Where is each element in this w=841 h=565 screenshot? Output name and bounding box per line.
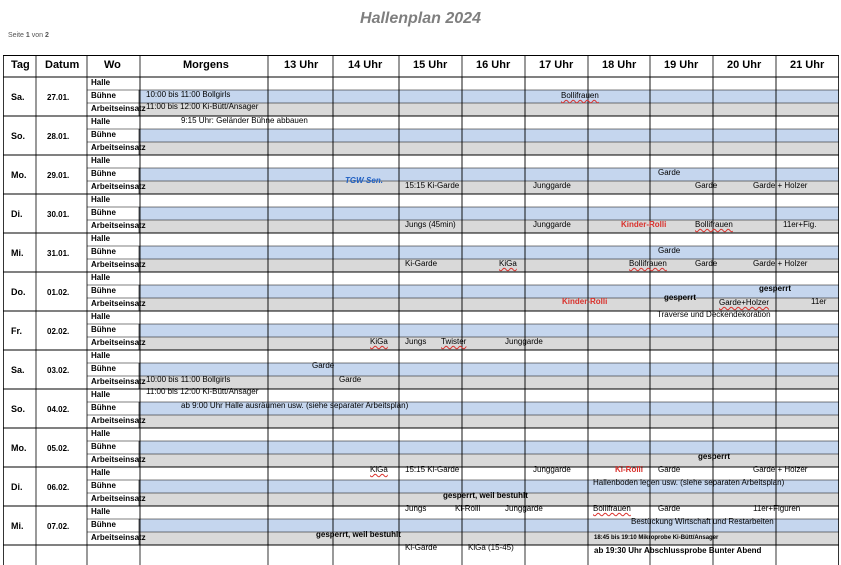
row-label-buehne: Bühne xyxy=(91,325,116,334)
row-label-buehne: Bühne xyxy=(91,91,116,100)
row-label-buehne: Bühne xyxy=(91,130,116,139)
entry: Jungs xyxy=(405,504,427,513)
day-tag: Do. xyxy=(11,287,26,297)
entry: Garde xyxy=(658,504,681,513)
entry: Garde + Holzer xyxy=(753,181,808,190)
entry: Bollifrauen xyxy=(629,259,667,268)
row-label-halle: Halle xyxy=(91,273,111,282)
day-tag: So. xyxy=(11,404,26,414)
entry: Junggarde xyxy=(533,181,571,190)
entry: Twister xyxy=(441,337,467,346)
row-label-arbeitseinsatz: Arbeitseinsatz xyxy=(91,533,146,542)
entry: Garde xyxy=(312,361,335,370)
day-datum: 30.01. xyxy=(47,210,70,219)
row-label-arbeitseinsatz: Arbeitseinsatz xyxy=(91,182,146,191)
entry: 15:15 Ki-Garde xyxy=(405,465,460,474)
entry: gesperrt, weil bestuhlt xyxy=(316,530,401,539)
entry: Ki-Rolli xyxy=(455,504,481,513)
header-datum: Datum xyxy=(45,59,80,71)
day-datum: 28.01. xyxy=(47,132,70,141)
row-label-arbeitseinsatz: Arbeitseinsatz xyxy=(91,377,146,386)
header-14: 14 Uhr xyxy=(348,59,383,71)
entry: ab 19:30 Uhr Abschlussprobe Bunter Abend xyxy=(594,546,762,555)
header-13: 13 Uhr xyxy=(284,59,319,71)
entry: gesperrt xyxy=(664,293,697,302)
row-label-halle: Halle xyxy=(91,78,111,87)
entry: 10:00 bis 11:00 Bollgirls xyxy=(146,90,231,99)
row-label-halle: Halle xyxy=(91,468,111,477)
row-label-halle: Halle xyxy=(91,312,111,321)
entry: Garde + Holzer xyxy=(753,465,808,474)
entry: 11er+Fig. xyxy=(783,220,817,229)
row-label-arbeitseinsatz: Arbeitseinsatz xyxy=(91,416,146,425)
row-label-buehne: Bühne xyxy=(91,442,116,451)
day-datum: 29.01. xyxy=(47,171,70,180)
entry: Kinder-Rolli xyxy=(621,220,667,229)
arbeit-row-fill xyxy=(139,415,839,428)
day-tag: Mo. xyxy=(11,443,27,453)
entry: Bollifrauen xyxy=(561,91,599,100)
entry: Junggarde xyxy=(533,465,571,474)
arbeit-row-fill xyxy=(139,454,839,467)
day-tag: Di. xyxy=(11,482,23,492)
row-label-arbeitseinsatz: Arbeitseinsatz xyxy=(91,299,146,308)
header-19: 19 Uhr xyxy=(664,59,699,71)
entry: Garde xyxy=(658,246,681,255)
buehne-row-fill xyxy=(139,168,839,181)
header-tag: Tag xyxy=(11,59,30,71)
day-datum: 31.01. xyxy=(47,249,70,258)
header-18: 18 Uhr xyxy=(602,59,637,71)
entry: 9:15 Uhr: Geländer Bühne abbauen xyxy=(181,116,308,125)
entry: KiGa xyxy=(370,337,388,346)
entry: 11er xyxy=(811,297,827,306)
entry: Jungs xyxy=(405,337,427,346)
day-tag: Mi. xyxy=(11,521,24,531)
buehne-row-fill xyxy=(139,246,839,259)
buehne-row-fill xyxy=(139,207,839,220)
row-label-arbeitseinsatz: Arbeitseinsatz xyxy=(91,338,146,347)
day-datum: 03.02. xyxy=(47,366,70,375)
day-datum: 27.01. xyxy=(47,93,70,102)
entry: Bollifrauen xyxy=(593,504,631,513)
entry: Ki-Rolli xyxy=(615,465,643,474)
entry: Traverse und Deckendekoration xyxy=(657,310,771,319)
entry: 10:00 bis 11:00 Bollgirls xyxy=(146,375,231,384)
header-wo: Wo xyxy=(104,59,121,71)
header-16: 16 Uhr xyxy=(476,59,511,71)
entry: 11:00 bis 12:00 Ki-Bütt/Ansager xyxy=(146,387,259,396)
header-15: 15 Uhr xyxy=(413,59,448,71)
row-label-halle: Halle xyxy=(91,117,111,126)
entry: Bollifrauen xyxy=(695,220,733,229)
row-label-arbeitseinsatz: Arbeitseinsatz xyxy=(91,494,146,503)
row-label-buehne: Bühne xyxy=(91,481,116,490)
row-label-buehne: Bühne xyxy=(91,403,116,412)
entry: ab 9:00 Uhr Halle ausräumen usw. (siehe separater Arbeitsplan) xyxy=(181,401,409,410)
buehne-row-fill xyxy=(139,363,839,376)
entry: Garde+Holzer xyxy=(719,298,770,307)
row-label-arbeitseinsatz: Arbeitseinsatz xyxy=(91,143,146,152)
row-label-buehne: Bühne xyxy=(91,208,116,217)
entry: Bestückung Wirtschaft und Restarbeiten xyxy=(631,517,774,526)
row-label-buehne: Bühne xyxy=(91,520,116,529)
day-tag: So. xyxy=(11,131,26,141)
day-datum: 06.02. xyxy=(47,483,70,492)
row-label-arbeitseinsatz: Arbeitseinsatz xyxy=(91,104,146,113)
row-label-arbeitseinsatz: Arbeitseinsatz xyxy=(91,221,146,230)
entry: Hallenboden legen usw. (siehe separaten Arbeitsplan) xyxy=(593,478,785,487)
entry: KiGa (15-45) xyxy=(468,543,514,552)
entry: gesperrt xyxy=(759,284,792,293)
entry: Jungs (45min) xyxy=(405,220,456,229)
header-21: 21 Uhr xyxy=(790,59,825,71)
row-label-arbeitseinsatz: Arbeitseinsatz xyxy=(91,455,146,464)
day-tag: Di. xyxy=(11,209,23,219)
arbeit-row-fill xyxy=(139,142,839,155)
entry: Garde xyxy=(339,375,362,384)
entry: Junggarde xyxy=(533,220,571,229)
row-label-arbeitseinsatz: Arbeitseinsatz xyxy=(91,260,146,269)
header-20: 20 Uhr xyxy=(727,59,762,71)
row-label-halle: Halle xyxy=(91,507,111,516)
arbeit-row-fill xyxy=(139,337,839,350)
row-label-buehne: Bühne xyxy=(91,169,116,178)
page-title: Hallenplan 2024 xyxy=(360,10,481,27)
entry: 18:45 bis 19:10 Mikroprobe Ki-Bütt/Ansager xyxy=(594,535,719,541)
row-label-halle: Halle xyxy=(91,234,111,243)
day-tag: Sa. xyxy=(11,92,25,102)
day-datum: 07.02. xyxy=(47,522,70,531)
row-label-halle: Halle xyxy=(91,429,111,438)
day-tag: Mi. xyxy=(11,248,24,258)
buehne-row-fill xyxy=(139,129,839,142)
arbeit-row-fill xyxy=(139,181,839,194)
row-label-buehne: Bühne xyxy=(91,286,116,295)
row-label-halle: Halle xyxy=(91,156,111,165)
arbeit-row-fill xyxy=(139,259,839,272)
buehne-row-fill xyxy=(139,285,839,298)
row-label-buehne: Bühne xyxy=(91,364,116,373)
day-tag: Mo. xyxy=(11,170,27,180)
entry: Junggarde xyxy=(505,337,543,346)
entry: KiGa xyxy=(370,465,388,474)
entry: Garde xyxy=(695,259,718,268)
entry: gesperrt xyxy=(698,452,731,461)
arbeit-row-fill xyxy=(139,220,839,233)
entry: Kinder-Rolli xyxy=(562,297,608,306)
row-label-halle: Halle xyxy=(91,195,111,204)
entry: 15:15 Ki-Garde xyxy=(405,181,460,190)
entry: Ki-Garde xyxy=(405,259,438,268)
entry: KiGa xyxy=(499,259,517,268)
row-label-halle: Halle xyxy=(91,351,111,360)
entry: Garde xyxy=(658,168,681,177)
row-label-halle: Halle xyxy=(91,390,111,399)
day-tag: Fr. xyxy=(11,326,23,336)
page-indicator: Seite 1 von 2 xyxy=(8,32,49,39)
hallenplan-table xyxy=(3,55,839,565)
entry: Garde xyxy=(695,181,718,190)
day-datum: 04.02. xyxy=(47,405,70,414)
day-tag: Sa. xyxy=(11,365,25,375)
entry: Garde + Holzer xyxy=(753,259,808,268)
day-datum: 05.02. xyxy=(47,444,70,453)
entry: Junggarde xyxy=(505,504,543,513)
entry: gesperrt, weil bestuhlt xyxy=(443,491,528,500)
row-label-buehne: Bühne xyxy=(91,247,116,256)
buehne-row-fill xyxy=(139,441,839,454)
day-datum: 02.02. xyxy=(47,327,70,336)
header-morgens: Morgens xyxy=(183,59,229,71)
entry: Ki-Garde xyxy=(405,543,438,552)
buehne-row-fill xyxy=(139,324,839,337)
header-17: 17 Uhr xyxy=(539,59,574,71)
entry: Garde xyxy=(658,465,681,474)
day-datum: 01.02. xyxy=(47,288,70,297)
entry: TGW-Sen. xyxy=(345,176,383,185)
entry: 11:00 bis 12:00 Ki-Bütt/Ansager xyxy=(146,102,259,111)
entry: 11er+Figuren xyxy=(753,504,801,513)
